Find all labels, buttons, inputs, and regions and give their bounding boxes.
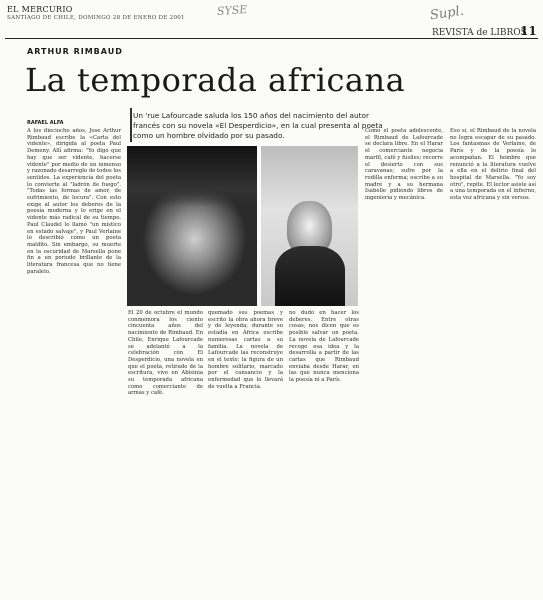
portrait-young-rimbaud xyxy=(261,146,358,306)
newspaper-name: EL MERCURIO xyxy=(7,5,73,14)
section-name: REVISTA de LIBROS xyxy=(432,28,527,38)
article-column-2: El 20 de octubre el mundo conmemora los ciento cincuenta años del nacimiento de Rimbaud. En Chile, Enrique Lafourcade se adelantó a la celebración con El Desperdicio, una novela en que el poeta, retirado de la escritura, vive en Abisinia su temporada africana como comerciante de armas y café. xyxy=(128,310,203,397)
handwritten-note: Supl. xyxy=(429,3,465,24)
article-kicker: ARTHUR RIMBAUD xyxy=(27,47,123,56)
article-column-5: Como el poeta adolescente, el Rimbaud de Lafourcade se declara libre. En el Harar el comerciante negocia marfil, café y fusiles; recorre el desierto con sus caravanas; sufre por la rodilla enferma; escribe a su madre y a su hermana Isabelle pidiendo libros de ingeniería y mecánica. xyxy=(365,128,443,202)
article-headline: La temporada africana xyxy=(25,61,406,99)
article-column-6: Eso sí, el Rimbaud de la novela no logra escapar de su pasado. Los fantasmas de Verlaine, de París y de la poesía lo acompañan. El hombre que renunció a la literatura vuelve a ella en el delirio final del hospital de Marsella. "Yo soy otro", repite. El lector asiste así a una temporada en el infierno, esta vez africana y sin versos. xyxy=(450,128,536,202)
article-column-4: no dudó en hacer los deberes. Entre otras cosas, nos dicen que es posible salvar un poeta. La novela de Lafourcade recoge esa idea y la desarrolla a partir de las cartas que Rimbaud enviaba desde Harar, en las que nunca menciona la poesía ni a París. xyxy=(289,310,359,384)
top-rule xyxy=(5,38,538,39)
portrait-old-man xyxy=(127,146,257,306)
page-number: 11 xyxy=(520,24,537,38)
archive-stamp: SYSE xyxy=(216,2,248,19)
article-byline: RAFAEL ALFA xyxy=(27,120,64,126)
article-column-1: A los dieciocho años, Jose Arthur Rimbaud escribe la «Carta del vidente», dirigida al poeta Paul Demeny. Allí afirma: "Yo digo que hay que ser vidente, hacerse vidente" por medio de un inmenso y razonado desarreglo de todos los sentidos. La experiencia del poeta lo convierte al "ladrón de fuego". "Todas las formas de amor, de sufrimiento, de locura". Con esto exige al autor los deberes de la poesía moderna y lo erige en el vidente más radical de su tiempo. Paul Claudel lo llamó "un místico en estado salvaje", y Paul Verlaine lo describió como un poeta maldito. Sin embargo, su muerte en la oscuridad de Marsella pone fin a un período brillante de la literatura francesa que no tiene paralelo. xyxy=(27,128,121,275)
article-deck: Un 'rue Lafourcade saluda los 150 años del nacimiento del autor francés con su novela «El Desperdicio», en la cual presenta al poeta como un hombre olvidado por su pasado. xyxy=(133,111,383,140)
deck-rule xyxy=(130,108,132,142)
masthead xyxy=(7,5,185,23)
date-line: SANTIAGO DE CHILE, DOMINGO 28 DE ENERO DE 2001 xyxy=(7,15,185,21)
article-column-3: quemado sus poemas y escrito la obra ahora breve y de leyenda; durante su estadía en África escribe numerosas cartas a su familia. La novela de Lafourcade las reconstruye en el texto: la figura de un hombre solitario, marcado por el cansancio y la enfermedad que lo llevará de vuelta a Francia. xyxy=(208,310,283,390)
